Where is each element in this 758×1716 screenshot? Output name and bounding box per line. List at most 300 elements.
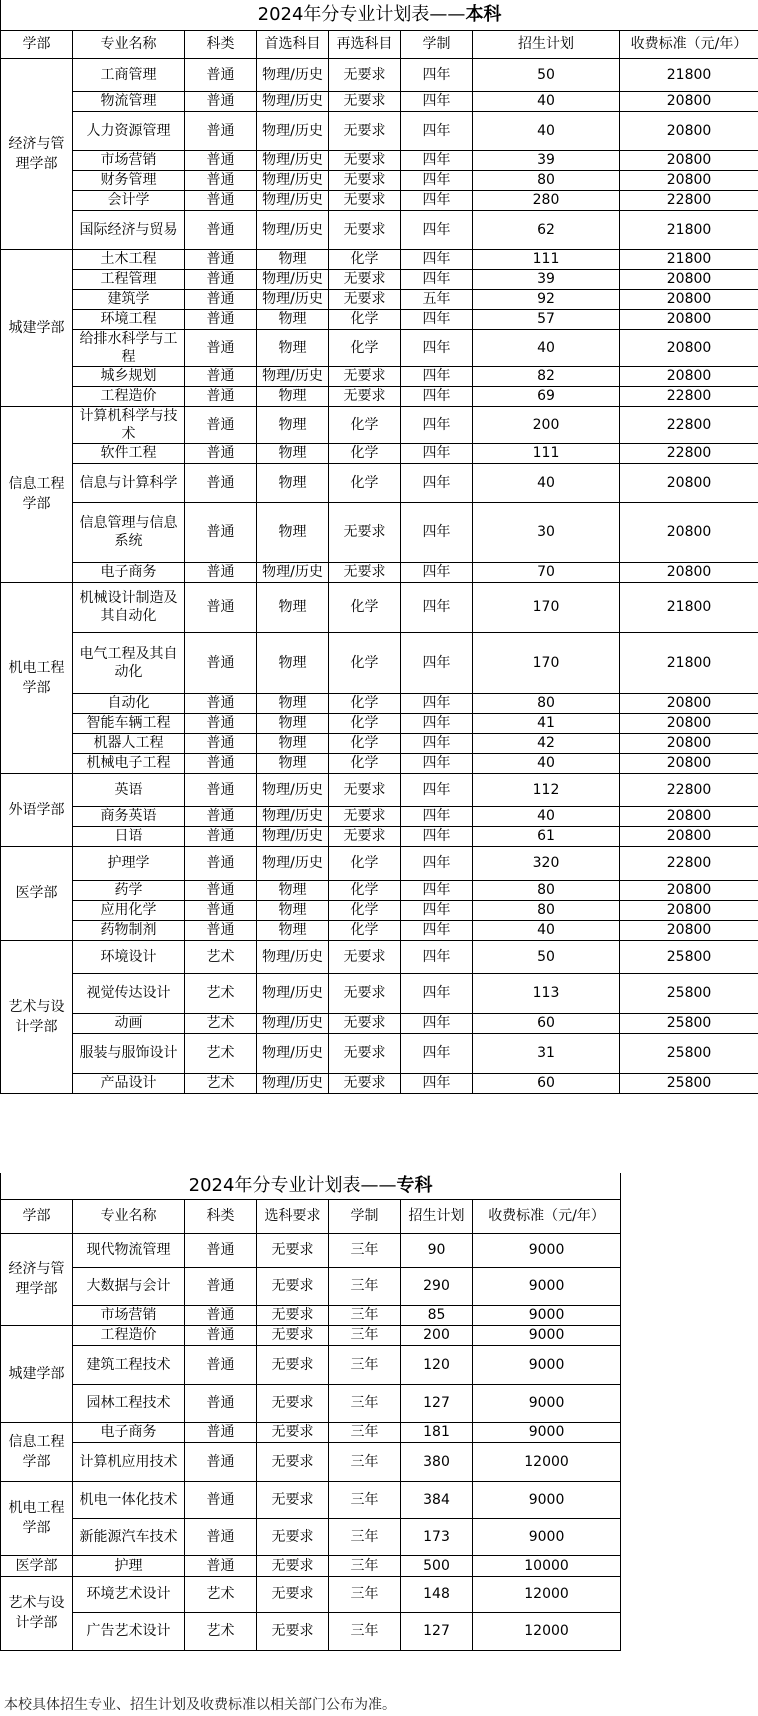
table-cell: 181 — [401, 1422, 473, 1442]
table-cell: 物理 — [257, 713, 329, 733]
table-row — [1, 91, 758, 111]
table-cell: 四年 — [401, 940, 473, 973]
table-row — [1, 249, 758, 269]
table-cell: 280 — [473, 190, 620, 210]
table-cell: 三年 — [329, 1612, 401, 1650]
table-cell: 化学 — [329, 632, 401, 693]
table-cell: 普通 — [185, 1481, 257, 1518]
table-cell: 无要求 — [329, 269, 401, 289]
department-cell: 医学部 — [1, 1555, 73, 1576]
table-cell: 22800 — [620, 773, 758, 806]
table-cell: 80 — [473, 693, 620, 713]
table-cell: 三年 — [329, 1481, 401, 1518]
table-cell: 四年 — [401, 329, 473, 366]
table-cell: 170 — [473, 582, 620, 632]
department-cell: 机电工程学部 — [1, 582, 73, 773]
table-row — [1, 366, 758, 386]
table-cell: 无要求 — [329, 91, 401, 111]
table-cell: 20800 — [620, 366, 758, 386]
table-cell: 化学 — [329, 309, 401, 329]
table-row — [1, 562, 758, 582]
table-cell: 物理 — [257, 463, 329, 502]
table-row — [1, 1073, 758, 1093]
table-cell: 四年 — [401, 150, 473, 170]
department-cell: 医学部 — [1, 846, 73, 940]
table-cell: 无要求 — [329, 111, 401, 150]
table-cell: 物理 — [257, 406, 329, 443]
table-cell: 物理 — [257, 693, 329, 713]
table-cell: 20800 — [620, 880, 758, 900]
table-cell: 化学 — [329, 920, 401, 940]
column-header: 学制 — [401, 30, 473, 58]
major-name-cell: 产品设计 — [73, 1073, 185, 1093]
table-cell: 290 — [401, 1267, 473, 1305]
undergraduate-title — [1, 0, 758, 30]
table-cell: 物理/历史 — [257, 210, 329, 249]
table-row — [1, 289, 758, 309]
table-cell: 普通 — [185, 826, 257, 846]
table-cell: 普通 — [185, 170, 257, 190]
table-cell: 60 — [473, 1073, 620, 1093]
table-cell: 61 — [473, 826, 620, 846]
junior-college-title-row — [1, 1173, 621, 1199]
table-cell: 40 — [473, 920, 620, 940]
table-cell: 物理 — [257, 880, 329, 900]
table-cell: 无要求 — [329, 773, 401, 806]
column-header: 选科要求 — [257, 1199, 329, 1233]
table-row — [1, 1481, 621, 1518]
table-cell: 12000 — [473, 1612, 621, 1650]
table-cell: 9000 — [473, 1325, 621, 1345]
table-row — [1, 210, 758, 249]
table-cell: 四年 — [401, 91, 473, 111]
table-cell: 四年 — [401, 733, 473, 753]
table-cell: 普通 — [185, 1325, 257, 1345]
major-name-cell: 电子商务 — [73, 562, 185, 582]
major-name-cell: 现代物流管理 — [73, 1233, 185, 1267]
department-cell: 机电工程学部 — [1, 1481, 73, 1555]
table-cell: 四年 — [401, 249, 473, 269]
table-cell: 普通 — [185, 1422, 257, 1442]
table-cell: 物理/历史 — [257, 58, 329, 91]
table-cell: 化学 — [329, 880, 401, 900]
table-cell: 20800 — [620, 502, 758, 562]
table-cell: 普通 — [185, 91, 257, 111]
table-cell: 普通 — [185, 1442, 257, 1481]
column-header: 招生计划 — [473, 30, 620, 58]
table-cell: 无要求 — [257, 1442, 329, 1481]
table-cell: 39 — [473, 269, 620, 289]
column-header: 收费标准（元/年） — [620, 30, 758, 58]
table-cell: 20800 — [620, 693, 758, 713]
table-cell: 20800 — [620, 329, 758, 366]
major-name-cell: 日语 — [73, 826, 185, 846]
table-cell: 380 — [401, 1442, 473, 1481]
table-cell: 112 — [473, 773, 620, 806]
table-row — [1, 733, 758, 753]
table-cell: 普通 — [185, 309, 257, 329]
table-row — [1, 1518, 621, 1555]
column-header: 科类 — [185, 1199, 257, 1233]
table-cell: 化学 — [329, 443, 401, 463]
major-name-cell: 机电一体化技术 — [73, 1481, 185, 1518]
table-cell: 113 — [473, 973, 620, 1013]
table-row — [1, 806, 758, 826]
table-cell: 化学 — [329, 713, 401, 733]
table-cell: 四年 — [401, 826, 473, 846]
major-name-cell: 商务英语 — [73, 806, 185, 826]
major-name-cell: 护理学 — [73, 846, 185, 880]
table-cell: 无要求 — [329, 826, 401, 846]
major-name-cell: 大数据与会计 — [73, 1267, 185, 1305]
table-cell: 92 — [473, 289, 620, 309]
table-cell: 普通 — [185, 289, 257, 309]
table-cell: 57 — [473, 309, 620, 329]
table-row — [1, 1233, 621, 1267]
table-cell: 普通 — [185, 1305, 257, 1325]
table-cell: 无要求 — [257, 1267, 329, 1305]
major-name-cell: 信息管理与信息系统 — [73, 502, 185, 562]
table-cell: 20800 — [620, 170, 758, 190]
major-name-cell: 物流管理 — [73, 91, 185, 111]
junior-college-title-prefix: 2024年分专业计划表—— — [188, 1174, 397, 1196]
undergraduate-title-prefix: 2024年分专业计划表—— — [257, 3, 466, 25]
table-cell: 物理/历史 — [257, 150, 329, 170]
table-cell: 40 — [473, 806, 620, 826]
table-cell: 无要求 — [329, 502, 401, 562]
table-cell: 物理/历史 — [257, 269, 329, 289]
major-name-cell: 机器人工程 — [73, 733, 185, 753]
table-cell: 三年 — [329, 1345, 401, 1384]
major-name-cell: 广告艺术设计 — [73, 1612, 185, 1650]
major-name-cell: 药学 — [73, 880, 185, 900]
department-cell: 外语学部 — [1, 773, 73, 846]
major-name-cell: 护理 — [73, 1555, 185, 1576]
table-cell: 70 — [473, 562, 620, 582]
table-cell: 普通 — [185, 366, 257, 386]
table-cell: 50 — [473, 940, 620, 973]
major-name-cell: 电气工程及其自动化 — [73, 632, 185, 693]
table-cell: 化学 — [329, 900, 401, 920]
table-cell: 化学 — [329, 753, 401, 773]
table-cell: 四年 — [401, 58, 473, 91]
table-row — [1, 1305, 621, 1325]
table-row — [1, 58, 758, 91]
table-cell: 320 — [473, 846, 620, 880]
table-cell: 普通 — [185, 900, 257, 920]
table-row — [1, 880, 758, 900]
table-row — [1, 1576, 621, 1612]
table-cell: 四年 — [401, 973, 473, 1013]
major-name-cell: 计算机应用技术 — [73, 1442, 185, 1481]
table-cell: 82 — [473, 366, 620, 386]
table-cell: 20800 — [620, 463, 758, 502]
table-cell: 三年 — [329, 1576, 401, 1612]
table-row — [1, 1442, 621, 1481]
table-cell: 物理/历史 — [257, 973, 329, 1013]
table-cell: 无要求 — [329, 973, 401, 1013]
table-cell: 四年 — [401, 773, 473, 806]
table-cell: 40 — [473, 753, 620, 773]
table-cell: 25800 — [620, 940, 758, 973]
undergraduate-title-row — [1, 0, 758, 30]
table-cell: 四年 — [401, 713, 473, 733]
table-cell: 21800 — [620, 58, 758, 91]
table-cell: 物理 — [257, 582, 329, 632]
table-cell: 9000 — [473, 1384, 621, 1422]
table-cell: 物理 — [257, 329, 329, 366]
table-cell: 物理/历史 — [257, 562, 329, 582]
table-cell: 无要求 — [257, 1325, 329, 1345]
table-cell: 22800 — [620, 386, 758, 406]
table-cell: 四年 — [401, 190, 473, 210]
major-name-cell: 市场营销 — [73, 150, 185, 170]
major-name-cell: 市场营销 — [73, 1305, 185, 1325]
table-cell: 25800 — [620, 1073, 758, 1093]
table-cell: 无要求 — [257, 1422, 329, 1442]
table-cell: 普通 — [185, 753, 257, 773]
table-cell: 物理 — [257, 920, 329, 940]
table-cell: 四年 — [401, 632, 473, 693]
table-cell: 111 — [473, 249, 620, 269]
table-cell: 无要求 — [257, 1233, 329, 1267]
table-cell: 普通 — [185, 582, 257, 632]
major-name-cell: 电子商务 — [73, 1422, 185, 1442]
table-cell: 31 — [473, 1033, 620, 1073]
table-cell: 四年 — [401, 309, 473, 329]
department-cell: 经济与管理学部 — [1, 58, 73, 249]
table-cell: 80 — [473, 170, 620, 190]
table-cell: 无要求 — [329, 190, 401, 210]
table-row — [1, 940, 758, 973]
table-cell: 62 — [473, 210, 620, 249]
table-cell: 25800 — [620, 1033, 758, 1073]
table-cell: 物理/历史 — [257, 773, 329, 806]
table-cell: 80 — [473, 900, 620, 920]
table-row — [1, 753, 758, 773]
table-cell: 普通 — [185, 386, 257, 406]
column-header: 科类 — [185, 30, 257, 58]
table-cell: 四年 — [401, 269, 473, 289]
table-cell: 四年 — [401, 753, 473, 773]
table-cell: 200 — [473, 406, 620, 443]
major-name-cell: 工程管理 — [73, 269, 185, 289]
table-cell: 20800 — [620, 806, 758, 826]
table-row — [1, 693, 758, 713]
table-cell: 四年 — [401, 443, 473, 463]
table-cell: 普通 — [185, 846, 257, 880]
major-name-cell: 智能车辆工程 — [73, 713, 185, 733]
table-row — [1, 269, 758, 289]
table-cell: 21800 — [620, 582, 758, 632]
major-name-cell: 环境设计 — [73, 940, 185, 973]
table-cell: 普通 — [185, 693, 257, 713]
department-cell: 艺术与设计学部 — [1, 1576, 73, 1650]
table-cell: 物理 — [257, 386, 329, 406]
table-cell: 四年 — [401, 693, 473, 713]
major-name-cell: 环境工程 — [73, 309, 185, 329]
table-cell: 物理/历史 — [257, 91, 329, 111]
table-cell: 四年 — [401, 1073, 473, 1093]
table-cell: 四年 — [401, 806, 473, 826]
table-row — [1, 920, 758, 940]
column-header: 学制 — [329, 1199, 401, 1233]
table-cell: 111 — [473, 443, 620, 463]
table-cell: 10000 — [473, 1555, 621, 1576]
table-cell: 普通 — [185, 1345, 257, 1384]
table-cell: 120 — [401, 1345, 473, 1384]
column-header: 再选科目 — [329, 30, 401, 58]
table-cell: 20800 — [620, 826, 758, 846]
table-cell: 无要求 — [329, 1033, 401, 1073]
major-name-cell: 自动化 — [73, 693, 185, 713]
department-cell: 城建学部 — [1, 249, 73, 406]
major-name-cell: 软件工程 — [73, 443, 185, 463]
table-cell: 四年 — [401, 1033, 473, 1073]
table-cell: 普通 — [185, 880, 257, 900]
major-name-cell: 视觉传达设计 — [73, 973, 185, 1013]
table-cell: 无要求 — [329, 562, 401, 582]
table-cell: 无要求 — [257, 1612, 329, 1650]
table-cell: 普通 — [185, 733, 257, 753]
major-name-cell: 园林工程技术 — [73, 1384, 185, 1422]
table-row — [1, 900, 758, 920]
major-name-cell: 会计学 — [73, 190, 185, 210]
table-cell: 9000 — [473, 1481, 621, 1518]
table-cell: 化学 — [329, 249, 401, 269]
table-row — [1, 582, 758, 632]
major-name-cell: 计算机科学与技术 — [73, 406, 185, 443]
table-row — [1, 463, 758, 502]
department-cell: 信息工程学部 — [1, 406, 73, 582]
table-cell: 20800 — [620, 900, 758, 920]
department-cell: 艺术与设计学部 — [1, 940, 73, 1093]
table-cell: 普通 — [185, 1518, 257, 1555]
table-cell: 普通 — [185, 632, 257, 693]
table-cell: 普通 — [185, 502, 257, 562]
table-row — [1, 111, 758, 150]
table-row — [1, 1422, 621, 1442]
table-cell: 物理/历史 — [257, 940, 329, 973]
table-cell: 148 — [401, 1576, 473, 1612]
table-cell: 173 — [401, 1518, 473, 1555]
table-cell: 普通 — [185, 806, 257, 826]
table-cell: 化学 — [329, 582, 401, 632]
major-name-cell: 英语 — [73, 773, 185, 806]
column-header: 专业名称 — [73, 1199, 185, 1233]
table-cell: 四年 — [401, 170, 473, 190]
table-cell: 20800 — [620, 920, 758, 940]
major-name-cell: 工商管理 — [73, 58, 185, 91]
table-cell: 艺术 — [185, 1612, 257, 1650]
table-row — [1, 406, 758, 443]
table-cell: 物理/历史 — [257, 1013, 329, 1033]
table-cell: 200 — [401, 1325, 473, 1345]
table-cell: 物理/历史 — [257, 190, 329, 210]
table-row — [1, 1345, 621, 1384]
table-row — [1, 150, 758, 170]
table-cell: 四年 — [401, 1013, 473, 1033]
table-cell: 五年 — [401, 289, 473, 309]
table-row — [1, 329, 758, 366]
major-name-cell: 建筑工程技术 — [73, 1345, 185, 1384]
table-cell: 三年 — [329, 1267, 401, 1305]
table-row — [1, 1325, 621, 1345]
table-cell: 普通 — [185, 463, 257, 502]
column-header: 学部 — [1, 30, 73, 58]
table-row — [1, 773, 758, 806]
table-cell: 普通 — [185, 210, 257, 249]
table-cell: 物理/历史 — [257, 1033, 329, 1073]
table-cell: 普通 — [185, 562, 257, 582]
junior-college-header-row — [1, 1199, 621, 1233]
major-name-cell: 土木工程 — [73, 249, 185, 269]
major-name-cell: 人力资源管理 — [73, 111, 185, 150]
table-cell: 无要求 — [257, 1345, 329, 1384]
table-cell: 物理/历史 — [257, 170, 329, 190]
table-cell: 无要求 — [257, 1518, 329, 1555]
table-cell: 25800 — [620, 1013, 758, 1033]
table-row — [1, 190, 758, 210]
table-cell: 20800 — [620, 91, 758, 111]
table-cell: 四年 — [401, 406, 473, 443]
table-row — [1, 632, 758, 693]
table-cell: 艺术 — [185, 1013, 257, 1033]
table-cell: 22800 — [620, 443, 758, 463]
table-cell: 384 — [401, 1481, 473, 1518]
major-name-cell: 建筑学 — [73, 289, 185, 309]
table-row — [1, 502, 758, 562]
major-name-cell: 动画 — [73, 1013, 185, 1033]
major-name-cell: 城乡规划 — [73, 366, 185, 386]
table-cell: 四年 — [401, 582, 473, 632]
table-row — [1, 713, 758, 733]
table-row — [1, 1612, 621, 1650]
table-cell: 30 — [473, 502, 620, 562]
table-cell: 化学 — [329, 406, 401, 443]
major-name-cell: 服装与服饰设计 — [73, 1033, 185, 1073]
table-cell: 四年 — [401, 366, 473, 386]
table-cell: 20800 — [620, 713, 758, 733]
table-cell: 9000 — [473, 1267, 621, 1305]
table-cell: 21800 — [620, 210, 758, 249]
table-cell: 170 — [473, 632, 620, 693]
table-cell: 三年 — [329, 1325, 401, 1345]
table-cell: 80 — [473, 880, 620, 900]
table-cell: 20800 — [620, 150, 758, 170]
table-cell: 物理/历史 — [257, 289, 329, 309]
table-cell: 物理/历史 — [257, 846, 329, 880]
table-cell: 22800 — [620, 190, 758, 210]
table-cell: 85 — [401, 1305, 473, 1325]
major-name-cell: 信息与计算科学 — [73, 463, 185, 502]
table-cell: 9000 — [473, 1518, 621, 1555]
table-cell: 物理 — [257, 249, 329, 269]
table-cell: 无要求 — [257, 1384, 329, 1422]
table-cell: 化学 — [329, 693, 401, 713]
table-cell: 12000 — [473, 1576, 621, 1612]
table-cell: 四年 — [401, 846, 473, 880]
table-cell: 普通 — [185, 1384, 257, 1422]
table-cell: 物理 — [257, 309, 329, 329]
table-cell: 90 — [401, 1233, 473, 1267]
major-name-cell: 工程造价 — [73, 386, 185, 406]
footer-note: 本校具体招生专业、招生计划及收费标准以相关部门公布为准。 — [4, 1697, 396, 1713]
table-cell: 三年 — [329, 1518, 401, 1555]
table-cell: 9000 — [473, 1422, 621, 1442]
column-header: 收费标准（元/年） — [473, 1199, 621, 1233]
table-cell: 普通 — [185, 58, 257, 91]
